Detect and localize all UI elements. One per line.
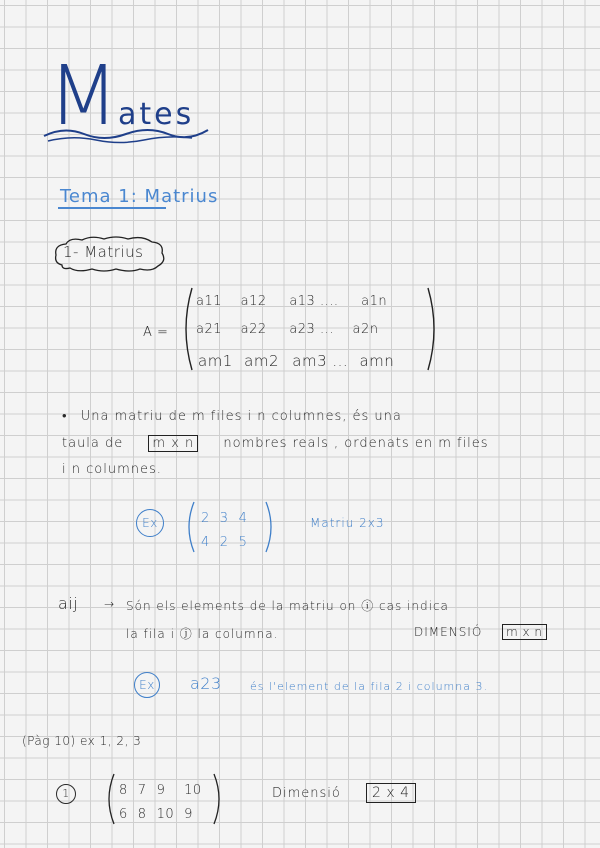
matrix-row (196, 322, 378, 337)
example-caption: Matriu 2x3 (310, 516, 385, 530)
aij-symbol: aij (58, 594, 79, 613)
exercise-reference: (Pàg 10) ex 1, 2, 3 (22, 734, 142, 748)
exercise-dimension-label: Dimensió (272, 786, 341, 801)
definition-line-2 (62, 436, 489, 451)
matrix-cell: a13 .... (289, 294, 339, 309)
matrix-row (198, 352, 394, 370)
matrix-cell: am3 ... (292, 352, 349, 370)
example-badge-label: Ex (134, 672, 160, 698)
matrix-cell: 2 (201, 510, 210, 526)
matrix-cell: amn (359, 352, 395, 370)
title-first-letter: M (48, 49, 119, 144)
matrix-row (196, 294, 387, 309)
matrix-cell: a23 ... (289, 322, 334, 337)
exercise-number-label: 1 (56, 784, 76, 804)
exercise-matrix (114, 778, 207, 826)
example-2-text: és l'element de la fila 2 i columna 3. (250, 680, 488, 693)
matrix-cell: a2n (352, 322, 379, 337)
definition-line-3: i n columnes. (62, 462, 162, 477)
example-matrix-right-paren (264, 500, 276, 554)
example-matrix (196, 506, 252, 554)
exercise-dimension-box: 2 x 4 (366, 783, 416, 803)
matrix-cell: a12 (240, 294, 267, 309)
page-title: ates (118, 97, 195, 132)
title-wave-decoration (42, 124, 210, 144)
matrix-cell: 9 (184, 806, 193, 822)
matrix-cell: 7 (137, 782, 147, 798)
exercise-matrix-right-paren (212, 772, 224, 826)
topic-heading: Tema 1: Matrius (60, 186, 219, 207)
matrix-cell: a22 (240, 322, 267, 337)
example-matrix-left-paren (184, 500, 196, 554)
matrix-cell: am1 (198, 352, 233, 370)
matrix-cell: a11 (196, 294, 223, 309)
matrix-cell: 10 (156, 806, 175, 822)
section-heading: 1- Matrius (63, 243, 144, 261)
arrow-icon: → (104, 597, 115, 611)
example-badge-label: Ex (136, 509, 164, 537)
a23-symbol: a23 (190, 674, 222, 693)
example-badge (134, 672, 160, 698)
exercise-number (56, 782, 76, 804)
matrix-cell: 10 (184, 782, 202, 798)
matrix-cell: 4 (238, 510, 248, 526)
matrix-cell: 3 (219, 510, 229, 526)
matrix-cell: a1n (361, 294, 388, 309)
definition-text: taula de (62, 436, 124, 451)
matrix-cell: 4 (201, 534, 210, 550)
elements-line-2: la fila i ⓙ la columna. (126, 627, 279, 641)
matrix-cell: 5 (238, 534, 248, 550)
bullet: • (62, 409, 68, 424)
definition-text: Una matriu de m files i n columnes, és una (80, 409, 402, 424)
matrix-cell: a21 (196, 322, 223, 337)
example-badge (136, 509, 164, 537)
matrix-cell: 8 (137, 806, 147, 822)
elements-line-1: Són els elements de la matriu on ⓘ cas indica (126, 599, 449, 613)
matrix-cell: 8 (119, 782, 128, 798)
topic-underline (58, 207, 166, 209)
matrix-cell: 9 (156, 782, 166, 798)
matrix-right-paren (426, 286, 440, 372)
matrix-cell: 6 (119, 806, 128, 822)
matrix-cell: am2 (244, 352, 279, 370)
dimension-box: m x n (148, 435, 198, 452)
matrix-a-label: A = (143, 325, 169, 340)
matrix-left-paren (180, 286, 194, 372)
dimension-box: m x n (502, 624, 547, 640)
definition-line-1 (62, 408, 402, 424)
matrix-cell: 2 (219, 534, 229, 550)
dimension-label: DIMENSIÓ (414, 625, 483, 639)
definition-text: nombres reals , ordenats en m files (223, 436, 489, 451)
